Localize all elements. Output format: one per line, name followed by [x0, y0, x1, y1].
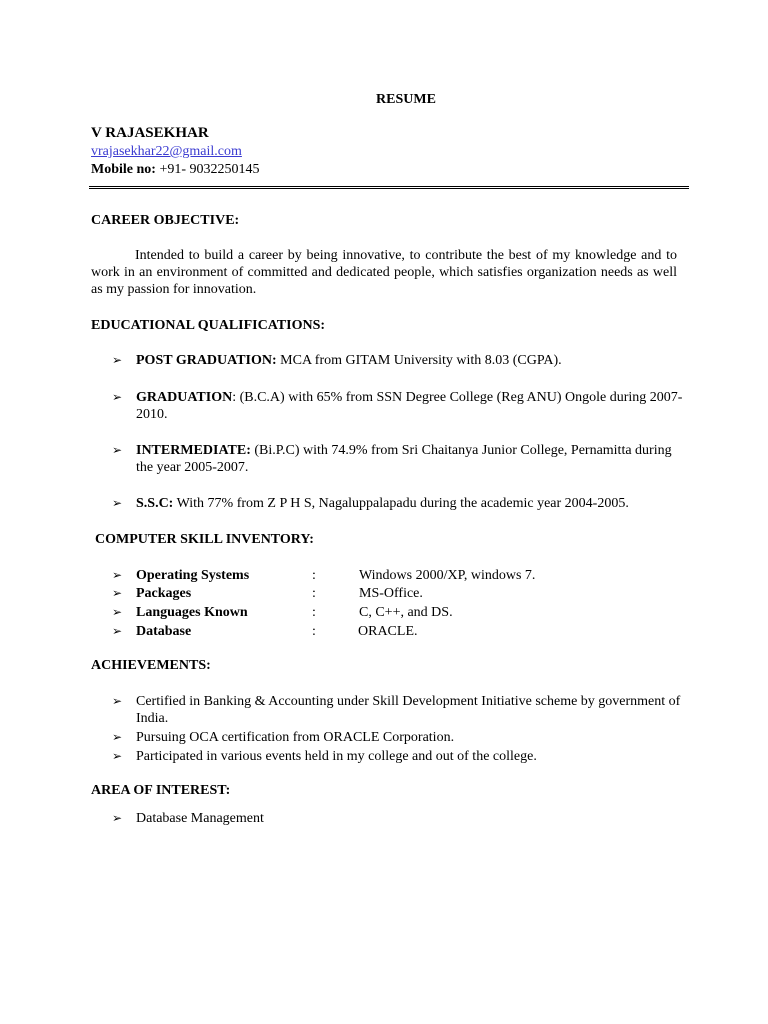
mobile-line [91, 161, 260, 178]
table-row [112, 604, 712, 622]
table-row [112, 623, 712, 641]
arrow-bullet-icon: ➢ [112, 586, 123, 600]
skill-separator: : [312, 624, 316, 639]
arrow-bullet-icon: ➢ [112, 624, 123, 638]
arrow-bullet-icon: ➢ [112, 568, 123, 582]
education-label: POST GRADUATION: [136, 353, 277, 368]
skill-value: Windows 2000/XP, windows 7. [359, 568, 536, 583]
candidate-name: V RAJASEKHAR [91, 125, 209, 141]
skill-value: ORACLE. [358, 624, 418, 639]
mobile-label: Mobile no: [91, 162, 156, 177]
email-link[interactable]: vrajasekhar22@gmail.com [91, 144, 242, 159]
header-divider [89, 186, 689, 187]
arrow-bullet-icon: ➢ [112, 730, 123, 744]
arrow-bullet-icon: ➢ [112, 605, 123, 619]
skill-value: MS-Office. [359, 586, 423, 601]
arrow-bullet-icon: ➢ [112, 694, 123, 708]
skill-key: Languages Known [136, 605, 248, 620]
arrow-bullet-icon: ➢ [112, 353, 123, 367]
skill-separator: : [312, 586, 316, 601]
header-divider-second [89, 188, 689, 189]
career-objective-heading: CAREER OBJECTIVE: [91, 213, 240, 228]
table-row [112, 585, 712, 603]
arrow-bullet-icon: ➢ [112, 749, 123, 763]
computer-skills-heading: COMPUTER SKILL INVENTORY: [95, 532, 314, 547]
education-detail: (Bi.P.C) with 74.9% from Sri Chaitanya Junior College, Pernamitta during the year 2005-2007. [136, 443, 672, 475]
achievement-text: Pursuing OCA certification from ORACLE Corporation. [136, 730, 455, 745]
mobile-value: +91- 9032250145 [155, 162, 260, 177]
table-row [112, 567, 712, 585]
skill-value: C, C++, and DS. [359, 605, 453, 620]
career-objective-text [91, 247, 677, 298]
career-objective-body: Intended to build a career by being innovative, to contribute the best of my knowledge and to work in an environment of committed and dedicated people, which satisfies organization needs as well as my passion for innovation. [91, 248, 677, 297]
education-heading: EDUCATIONAL QUALIFICATIONS: [91, 318, 326, 333]
achievement-text: Certified in Banking & Accounting under Skill Development Initiative scheme by government of India. [136, 694, 681, 726]
arrow-bullet-icon: ➢ [112, 390, 123, 404]
skill-key: Operating Systems [136, 568, 250, 583]
education-detail: : (B.C.A) with 65% from SSN Degree College (Reg ANU) Ongole during 2007-2010. [136, 390, 683, 422]
education-detail: MCA from GITAM University with 8.03 (CGPA). [276, 353, 562, 368]
arrow-bullet-icon: ➢ [112, 496, 123, 510]
achievements-heading: ACHIEVEMENTS: [91, 658, 211, 673]
skill-separator: : [312, 605, 316, 620]
achievement-text: Participated in various events held in my college and out of the college. [136, 749, 537, 764]
area-of-interest-heading: AREA OF INTEREST: [91, 783, 231, 798]
education-label: INTERMEDIATE: [136, 443, 251, 458]
arrow-bullet-icon: ➢ [112, 811, 123, 825]
document-title: RESUME [376, 92, 436, 107]
education-label: GRADUATION [136, 390, 233, 405]
skill-key: Database [136, 624, 192, 639]
arrow-bullet-icon: ➢ [112, 443, 123, 457]
skill-key: Packages [136, 586, 192, 601]
education-detail: With 77% from Z P H S, Nagaluppalapadu during the academic year 2004-2005. [173, 496, 629, 511]
interest-text: Database Management [136, 811, 264, 826]
skill-separator: : [312, 568, 316, 583]
education-label: S.S.C: [136, 496, 174, 511]
